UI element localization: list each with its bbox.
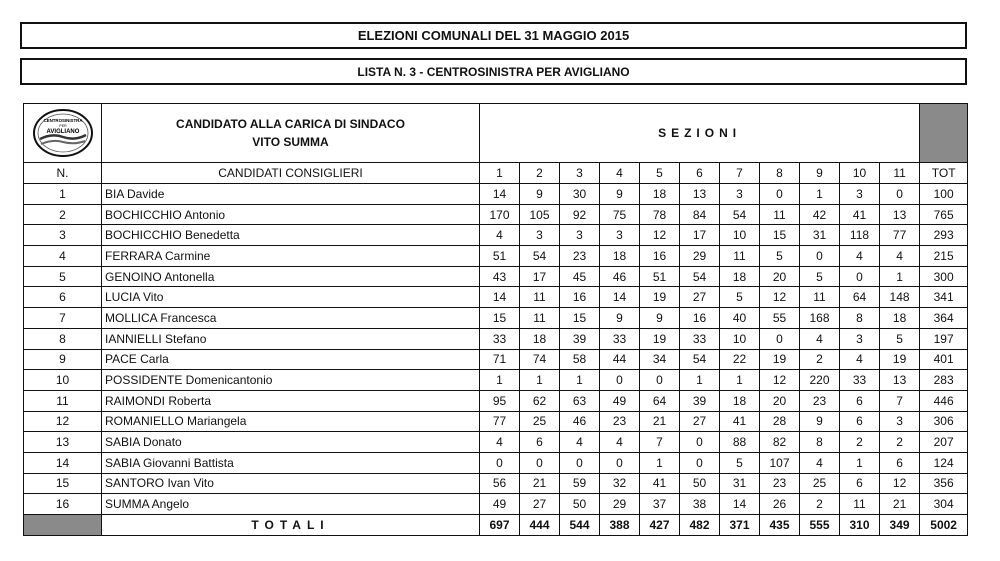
vote-cell: 56 <box>480 473 520 494</box>
vote-cell: 11 <box>520 287 560 308</box>
vote-cell: 4 <box>800 328 840 349</box>
vote-cell: 0 <box>680 432 720 453</box>
vote-cell: 33 <box>680 328 720 349</box>
sections-heading: SEZIONI <box>480 104 920 163</box>
row-number: 7 <box>24 308 102 329</box>
vote-cell: 2 <box>840 432 880 453</box>
vote-cell: 95 <box>480 390 520 411</box>
row-total: 401 <box>920 349 968 370</box>
vote-cell: 3 <box>880 411 920 432</box>
vote-cell: 1 <box>560 370 600 391</box>
table-row <box>24 452 968 473</box>
row-total: 341 <box>920 287 968 308</box>
logo-text-1: CENTROSINISTRA <box>42 118 83 123</box>
vote-cell: 4 <box>840 246 880 267</box>
row-number: 14 <box>24 452 102 473</box>
vote-cell: 19 <box>640 287 680 308</box>
vote-cell: 77 <box>880 225 920 246</box>
row-total: 364 <box>920 308 968 329</box>
vote-cell: 3 <box>520 225 560 246</box>
vote-cell: 5 <box>720 287 760 308</box>
table-row <box>24 204 968 225</box>
vote-cell: 18 <box>720 390 760 411</box>
vote-cell: 34 <box>640 349 680 370</box>
vote-cell: 7 <box>640 432 680 453</box>
vote-cell: 18 <box>600 246 640 267</box>
col-section-3: 3 <box>560 163 600 184</box>
totals-row <box>24 515 968 536</box>
vote-cell: 30 <box>560 184 600 205</box>
vote-cell: 14 <box>600 287 640 308</box>
candidate-name: GENOINO Antonella <box>102 266 480 287</box>
vote-cell: 5 <box>800 266 840 287</box>
totals-shade <box>24 515 102 536</box>
vote-cell: 0 <box>760 328 800 349</box>
col-section-9: 9 <box>800 163 840 184</box>
vote-cell: 23 <box>760 473 800 494</box>
table-row <box>24 411 968 432</box>
candidate-name: SABIA Donato <box>102 432 480 453</box>
results-table <box>23 103 968 536</box>
vote-cell: 20 <box>760 390 800 411</box>
vote-cell: 3 <box>560 225 600 246</box>
vote-cell: 0 <box>640 370 680 391</box>
vote-cell: 4 <box>600 432 640 453</box>
vote-cell: 55 <box>760 308 800 329</box>
vote-cell: 50 <box>560 494 600 515</box>
candidate-name: ROMANIELLO Mariangela <box>102 411 480 432</box>
vote-cell: 18 <box>880 308 920 329</box>
vote-cell: 32 <box>600 473 640 494</box>
candidate-name: BIA Davide <box>102 184 480 205</box>
vote-cell: 5 <box>760 246 800 267</box>
row-total: 765 <box>920 204 968 225</box>
vote-cell: 6 <box>880 452 920 473</box>
vote-cell: 11 <box>800 287 840 308</box>
row-total: 446 <box>920 390 968 411</box>
col-n: N. <box>24 163 102 184</box>
row-number: 5 <box>24 266 102 287</box>
vote-cell: 4 <box>880 246 920 267</box>
vote-cell: 59 <box>560 473 600 494</box>
col-section-6: 6 <box>680 163 720 184</box>
vote-cell: 9 <box>800 411 840 432</box>
vote-cell: 46 <box>560 411 600 432</box>
table-row <box>24 494 968 515</box>
vote-cell: 78 <box>640 204 680 225</box>
vote-cell: 63 <box>560 390 600 411</box>
vote-cell: 40 <box>720 308 760 329</box>
vote-cell: 21 <box>640 411 680 432</box>
vote-cell: 1 <box>640 452 680 473</box>
vote-cell: 11 <box>760 204 800 225</box>
table-row <box>24 225 968 246</box>
vote-cell: 82 <box>760 432 800 453</box>
vote-cell: 58 <box>560 349 600 370</box>
vote-cell: 0 <box>600 370 640 391</box>
candidate-name: PACE Carla <box>102 349 480 370</box>
vote-cell: 49 <box>600 390 640 411</box>
vote-cell: 92 <box>560 204 600 225</box>
vote-cell: 41 <box>640 473 680 494</box>
vote-cell: 1 <box>480 370 520 391</box>
section-total: 444 <box>520 515 560 536</box>
vote-cell: 64 <box>640 390 680 411</box>
candidate-name: SUMMA Angelo <box>102 494 480 515</box>
vote-cell: 22 <box>720 349 760 370</box>
vote-cell: 9 <box>600 184 640 205</box>
section-total: 310 <box>840 515 880 536</box>
vote-cell: 27 <box>520 494 560 515</box>
table-row <box>24 432 968 453</box>
row-number: 1 <box>24 184 102 205</box>
vote-cell: 20 <box>760 266 800 287</box>
vote-cell: 19 <box>760 349 800 370</box>
vote-cell: 23 <box>600 411 640 432</box>
vote-cell: 54 <box>520 246 560 267</box>
table-row <box>24 370 968 391</box>
vote-cell: 39 <box>680 390 720 411</box>
vote-cell: 41 <box>840 204 880 225</box>
vote-cell: 0 <box>760 184 800 205</box>
vote-cell: 88 <box>720 432 760 453</box>
vote-cell: 12 <box>760 370 800 391</box>
vote-cell: 1 <box>840 452 880 473</box>
col-section-2: 2 <box>520 163 560 184</box>
vote-cell: 6 <box>840 390 880 411</box>
candidate-name: BOCHICCHIO Benedetta <box>102 225 480 246</box>
col-section-11: 11 <box>880 163 920 184</box>
party-logo-cell <box>24 104 102 163</box>
vote-cell: 4 <box>800 452 840 473</box>
table-row <box>24 473 968 494</box>
vote-cell: 33 <box>600 328 640 349</box>
vote-cell: 45 <box>560 266 600 287</box>
vote-cell: 25 <box>800 473 840 494</box>
row-number: 16 <box>24 494 102 515</box>
vote-cell: 1 <box>880 266 920 287</box>
vote-cell: 23 <box>560 246 600 267</box>
vote-cell: 2 <box>800 494 840 515</box>
vote-cell: 29 <box>680 246 720 267</box>
candidate-name: LUCIA Vito <box>102 287 480 308</box>
vote-cell: 10 <box>720 328 760 349</box>
vote-cell: 18 <box>520 328 560 349</box>
candidate-name: BOCHICCHIO Antonio <box>102 204 480 225</box>
vote-cell: 6 <box>840 411 880 432</box>
vote-cell: 0 <box>600 452 640 473</box>
vote-cell: 13 <box>880 370 920 391</box>
election-title: ELEZIONI COMUNALI DEL 31 MAGGIO 2015 <box>20 22 967 49</box>
table-row <box>24 349 968 370</box>
vote-cell: 27 <box>680 411 720 432</box>
vote-cell: 54 <box>680 266 720 287</box>
vote-cell: 77 <box>480 411 520 432</box>
vote-cell: 11 <box>840 494 880 515</box>
vote-cell: 1 <box>800 184 840 205</box>
vote-cell: 54 <box>680 349 720 370</box>
column-headers <box>24 163 968 184</box>
vote-cell: 12 <box>880 473 920 494</box>
vote-cell: 26 <box>760 494 800 515</box>
vote-cell: 14 <box>480 287 520 308</box>
vote-cell: 0 <box>800 246 840 267</box>
table-row <box>24 184 968 205</box>
vote-cell: 31 <box>720 473 760 494</box>
vote-cell: 13 <box>880 204 920 225</box>
row-number: 3 <box>24 225 102 246</box>
vote-cell: 11 <box>720 246 760 267</box>
vote-cell: 1 <box>680 370 720 391</box>
section-total: 544 <box>560 515 600 536</box>
vote-cell: 18 <box>720 266 760 287</box>
vote-cell: 8 <box>840 308 880 329</box>
vote-cell: 31 <box>800 225 840 246</box>
vote-cell: 10 <box>720 225 760 246</box>
candidate-name: FERRARA Carmine <box>102 246 480 267</box>
vote-cell: 13 <box>680 184 720 205</box>
vote-cell: 5 <box>720 452 760 473</box>
vote-cell: 16 <box>560 287 600 308</box>
logo-text-2: PER <box>58 124 67 128</box>
vote-cell: 21 <box>880 494 920 515</box>
vote-cell: 33 <box>480 328 520 349</box>
vote-cell: 4 <box>480 225 520 246</box>
vote-cell: 71 <box>480 349 520 370</box>
vote-cell: 37 <box>640 494 680 515</box>
vote-cell: 3 <box>840 328 880 349</box>
table-row <box>24 390 968 411</box>
row-total: 356 <box>920 473 968 494</box>
vote-cell: 49 <box>480 494 520 515</box>
vote-cell: 16 <box>640 246 680 267</box>
vote-cell: 1 <box>720 370 760 391</box>
vote-cell: 0 <box>840 266 880 287</box>
col-section-5: 5 <box>640 163 680 184</box>
vote-cell: 19 <box>880 349 920 370</box>
row-total: 197 <box>920 328 968 349</box>
vote-cell: 9 <box>640 308 680 329</box>
vote-cell: 105 <box>520 204 560 225</box>
table-row <box>24 328 968 349</box>
mayor-candidate-cell <box>102 104 480 163</box>
vote-cell: 0 <box>560 452 600 473</box>
vote-cell: 9 <box>520 184 560 205</box>
vote-cell: 4 <box>560 432 600 453</box>
section-total: 435 <box>760 515 800 536</box>
vote-cell: 29 <box>600 494 640 515</box>
row-total: 215 <box>920 246 968 267</box>
row-total: 283 <box>920 370 968 391</box>
col-candidates: CANDIDATI CONSIGLIERI <box>102 163 480 184</box>
party-logo-icon <box>32 108 94 158</box>
row-number: 2 <box>24 204 102 225</box>
vote-cell: 6 <box>520 432 560 453</box>
row-number: 15 <box>24 473 102 494</box>
vote-cell: 3 <box>720 184 760 205</box>
vote-cell: 62 <box>520 390 560 411</box>
candidate-name: RAIMONDI Roberta <box>102 390 480 411</box>
vote-cell: 4 <box>480 432 520 453</box>
candidate-name: MOLLICA Francesca <box>102 308 480 329</box>
row-total: 207 <box>920 432 968 453</box>
table-row <box>24 246 968 267</box>
row-number: 4 <box>24 246 102 267</box>
row-number: 12 <box>24 411 102 432</box>
section-total: 697 <box>480 515 520 536</box>
vote-cell: 2 <box>880 432 920 453</box>
vote-cell: 0 <box>880 184 920 205</box>
col-tot: TOT <box>920 163 968 184</box>
row-number: 9 <box>24 349 102 370</box>
vote-cell: 54 <box>720 204 760 225</box>
vote-cell: 12 <box>760 287 800 308</box>
vote-cell: 39 <box>560 328 600 349</box>
header-corner-shade <box>920 104 968 163</box>
section-total: 388 <box>600 515 640 536</box>
section-total: 555 <box>800 515 840 536</box>
vote-cell: 1 <box>520 370 560 391</box>
vote-cell: 75 <box>600 204 640 225</box>
table-row <box>24 266 968 287</box>
row-number: 6 <box>24 287 102 308</box>
vote-cell: 14 <box>480 184 520 205</box>
vote-cell: 15 <box>560 308 600 329</box>
logo-text-3: AVIGLIANO <box>46 129 79 135</box>
grand-total: 5002 <box>920 515 968 536</box>
col-section-4: 4 <box>600 163 640 184</box>
vote-cell: 27 <box>680 287 720 308</box>
col-section-1: 1 <box>480 163 520 184</box>
list-title: LISTA N. 3 - CENTROSINISTRA PER AVIGLIANO <box>20 58 967 85</box>
mayor-candidate-label: CANDIDATO ALLA CARICA DI SINDACO <box>176 117 405 131</box>
vote-cell: 64 <box>840 287 880 308</box>
vote-cell: 15 <box>480 308 520 329</box>
vote-cell: 170 <box>480 204 520 225</box>
vote-cell: 14 <box>720 494 760 515</box>
row-total: 300 <box>920 266 968 287</box>
vote-cell: 4 <box>840 349 880 370</box>
vote-cell: 7 <box>880 390 920 411</box>
vote-cell: 107 <box>760 452 800 473</box>
vote-cell: 17 <box>520 266 560 287</box>
vote-cell: 5 <box>880 328 920 349</box>
vote-cell: 6 <box>840 473 880 494</box>
vote-cell: 28 <box>760 411 800 432</box>
vote-cell: 51 <box>640 266 680 287</box>
section-total: 427 <box>640 515 680 536</box>
vote-cell: 0 <box>480 452 520 473</box>
totals-label: TOTALI <box>102 515 480 536</box>
vote-cell: 17 <box>680 225 720 246</box>
mayor-candidate-name: VITO SUMMA <box>252 135 329 149</box>
vote-cell: 220 <box>800 370 840 391</box>
row-total: 304 <box>920 494 968 515</box>
vote-cell: 23 <box>800 390 840 411</box>
row-total: 293 <box>920 225 968 246</box>
vote-cell: 21 <box>520 473 560 494</box>
row-total: 306 <box>920 411 968 432</box>
vote-cell: 41 <box>720 411 760 432</box>
vote-cell: 11 <box>520 308 560 329</box>
vote-cell: 12 <box>640 225 680 246</box>
vote-cell: 0 <box>680 452 720 473</box>
vote-cell: 25 <box>520 411 560 432</box>
vote-cell: 168 <box>800 308 840 329</box>
vote-cell: 148 <box>880 287 920 308</box>
vote-cell: 38 <box>680 494 720 515</box>
party-logo <box>24 108 101 158</box>
vote-cell: 15 <box>760 225 800 246</box>
col-section-7: 7 <box>720 163 760 184</box>
candidate-name: IANNIELLI Stefano <box>102 328 480 349</box>
vote-cell: 74 <box>520 349 560 370</box>
vote-cell: 8 <box>800 432 840 453</box>
vote-cell: 3 <box>600 225 640 246</box>
vote-cell: 51 <box>480 246 520 267</box>
row-number: 11 <box>24 390 102 411</box>
vote-cell: 118 <box>840 225 880 246</box>
section-total: 349 <box>880 515 920 536</box>
candidate-name: POSSIDENTE Domenicantonio <box>102 370 480 391</box>
row-number: 13 <box>24 432 102 453</box>
col-section-8: 8 <box>760 163 800 184</box>
vote-cell: 42 <box>800 204 840 225</box>
row-number: 8 <box>24 328 102 349</box>
col-section-10: 10 <box>840 163 880 184</box>
candidate-name: SANTORO Ivan Vito <box>102 473 480 494</box>
section-total: 482 <box>680 515 720 536</box>
vote-cell: 50 <box>680 473 720 494</box>
vote-cell: 16 <box>680 308 720 329</box>
section-total: 371 <box>720 515 760 536</box>
table-row <box>24 287 968 308</box>
row-number: 10 <box>24 370 102 391</box>
vote-cell: 19 <box>640 328 680 349</box>
vote-cell: 84 <box>680 204 720 225</box>
vote-cell: 18 <box>640 184 680 205</box>
vote-cell: 44 <box>600 349 640 370</box>
vote-cell: 0 <box>520 452 560 473</box>
table-row <box>24 308 968 329</box>
vote-cell: 2 <box>800 349 840 370</box>
header-row <box>24 104 968 163</box>
row-total: 124 <box>920 452 968 473</box>
vote-cell: 46 <box>600 266 640 287</box>
vote-cell: 33 <box>840 370 880 391</box>
row-total: 100 <box>920 184 968 205</box>
vote-cell: 43 <box>480 266 520 287</box>
vote-cell: 3 <box>840 184 880 205</box>
candidate-name: SABIA Giovanni Battista <box>102 452 480 473</box>
vote-cell: 9 <box>600 308 640 329</box>
